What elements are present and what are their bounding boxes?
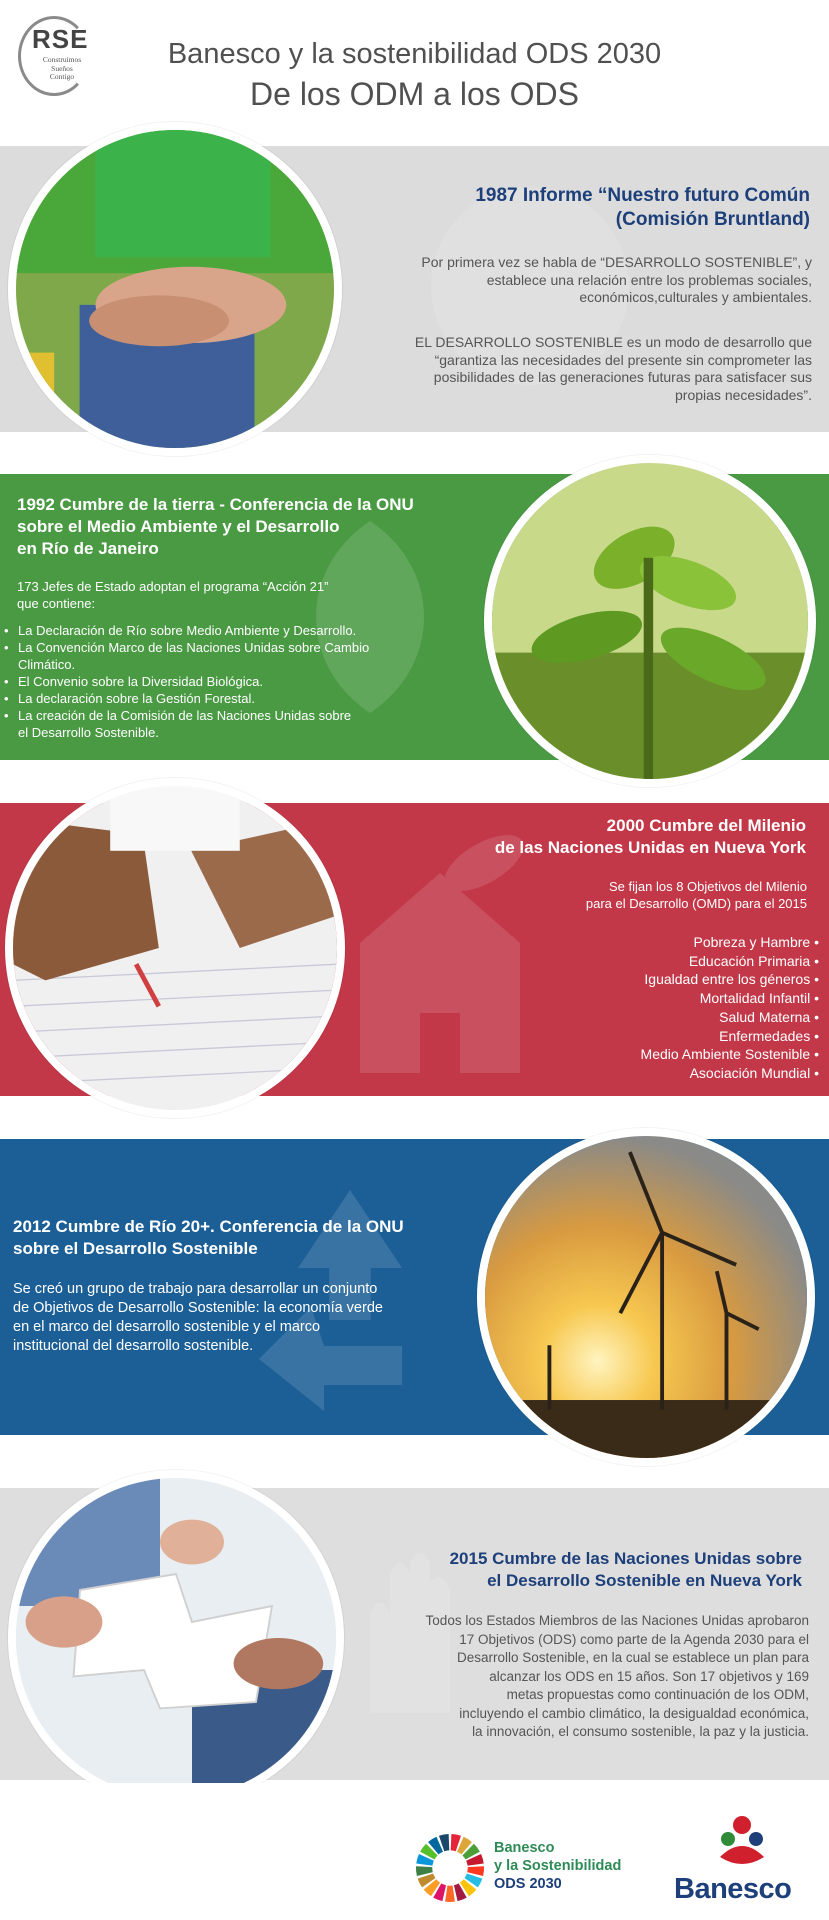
section-2015-title-line2: el Desarrollo Sostenible en Nueva York bbox=[487, 1571, 802, 1590]
list-item bbox=[4, 639, 444, 673]
puzzle-hands-image bbox=[16, 1478, 336, 1798]
text-line: • El Convenio sobre la Diversidad Biológica. bbox=[18, 674, 263, 689]
hands-together-photo bbox=[8, 122, 342, 456]
text-line: Todos los Estados Miembros de las Naciones Unidas aprobaron bbox=[425, 1613, 809, 1628]
section-1992-title-line2: sobre el Medio Ambiente y el Desarrollo bbox=[17, 517, 340, 536]
house-watermark-icon bbox=[340, 823, 540, 1083]
section-1987-title-line1: 1987 Informe “Nuestro futuro Común bbox=[475, 185, 810, 206]
banesco-logo-mark-icon bbox=[712, 1813, 772, 1873]
list-item bbox=[4, 673, 444, 690]
plant-image bbox=[492, 463, 808, 779]
text-line: Desarrollo Sostenible, en la cual se establece un plan para bbox=[457, 1650, 809, 1665]
banesco-logo-text: Banesco bbox=[674, 1873, 792, 1905]
section-1992-title-line1: 1992 Cumbre de la tierra - Conferencia de la ONU bbox=[17, 495, 414, 514]
list-item bbox=[4, 707, 444, 741]
plant-photo bbox=[484, 455, 816, 787]
text-line: Por primera vez se habla de “DESARROLLO SOSTENIBLE”, y bbox=[421, 254, 812, 270]
text-line: alcanzar los ODS en 15 años. Son 17 objetivos y 169 bbox=[489, 1668, 809, 1684]
text-line: • La Declaración de Río sobre Medio Ambiente y Desarrollo. bbox=[18, 623, 357, 638]
list-item: Salud Materna • bbox=[641, 1008, 819, 1027]
text-line: Se fijan los 8 Objetivos del Milenio bbox=[609, 879, 807, 894]
section-2012-title-line2: sobre el Desarrollo Sostenible bbox=[13, 1239, 258, 1258]
section-2000-title-line2: de las Naciones Unidas en Nueva York bbox=[494, 838, 806, 857]
text-line: • La creación de la Comisión de las Naciones Unidas sobre bbox=[18, 708, 352, 723]
section-2015-title bbox=[450, 1548, 802, 1592]
text-line: EL DESARROLLO SOSTENIBLE es un modo de desarrollo que bbox=[414, 334, 812, 350]
sdg-brand-line1: Banesco bbox=[494, 1840, 555, 1856]
section-2000-intro bbox=[586, 878, 807, 912]
section-1987-paragraph2 bbox=[415, 334, 812, 404]
page-title: Banesco y la sostenibilidad ODS 2030 bbox=[167, 38, 662, 70]
list-item: Igualdad entre los géneros • bbox=[641, 970, 819, 989]
list-item: Enfermedades • bbox=[641, 1027, 819, 1046]
text-line: “garantiza las necesidades del presente sin comprometer las bbox=[434, 351, 812, 368]
text-line: establece una relación entre los problemas sociales, bbox=[486, 271, 812, 288]
sdg-brand-line3: ODS 2030 bbox=[494, 1876, 562, 1892]
text-line: 17 Objetivos (ODS) como parte de la Agenda 2030 para el bbox=[459, 1631, 809, 1647]
child-drawing-image bbox=[13, 786, 337, 1110]
text-line: que contiene: bbox=[17, 596, 96, 611]
text-line: el Desarrollo Sostenible. bbox=[18, 725, 159, 740]
text-line: • La declaración sobre la Gestión Forestal. bbox=[18, 691, 256, 706]
header bbox=[0, 0, 829, 146]
section-1992-title bbox=[17, 494, 414, 560]
page-subtitle: De los ODM a los ODS bbox=[250, 76, 579, 112]
text-line: metas propuestas como continuación de los ODM, bbox=[506, 1687, 809, 1702]
section-2000-goals bbox=[641, 933, 819, 1083]
section-2012-title-line1: 2012 Cumbre de Río 20+. Conferencia de la ONU bbox=[13, 1217, 404, 1236]
section-2012-title bbox=[13, 1216, 404, 1260]
text-line: para el Desarrollo (OMD) para el 2015 bbox=[585, 896, 807, 911]
list-item: Mortalidad Infantil • bbox=[641, 989, 819, 1008]
text-line: posibilidades de las generaciones futuras para satisfacer sus bbox=[433, 369, 812, 385]
footer bbox=[0, 1783, 829, 1920]
text-line: • La Convención Marco de las Naciones Unidas sobre Cambio bbox=[18, 640, 370, 655]
banesco-logo bbox=[672, 1813, 812, 1913]
child-drawing-photo bbox=[5, 778, 345, 1118]
text-line: de Objetivos de Desarrollo Sostenible: la economía verde bbox=[13, 1300, 383, 1316]
text-line: 173 Jefes de Estado adoptan el programa “Acción 21” bbox=[17, 579, 329, 594]
sdg-wheel-icon bbox=[413, 1831, 487, 1905]
text-line: incluyendo el cambio climático, la desigualdad económica, bbox=[459, 1705, 809, 1721]
section-1987-paragraph1 bbox=[421, 254, 812, 307]
list-item bbox=[4, 622, 444, 639]
list-item: Medio Ambiente Sostenible • bbox=[641, 1045, 819, 1064]
rse-tagline-line3: Contigo bbox=[49, 72, 75, 81]
section-2000-title bbox=[495, 815, 806, 859]
section-2000-title-line1: 2000 Cumbre del Milenio bbox=[606, 816, 806, 835]
list-item: Pobreza y Hambre • bbox=[641, 933, 819, 952]
text-line: la innovación, el consumo sostenible, la paz y la justicia. bbox=[472, 1724, 809, 1739]
hands-together-image bbox=[16, 130, 334, 448]
text-line: en el marco del desarrollo sostenible y el marco bbox=[13, 1319, 321, 1335]
section-1992-intro bbox=[17, 578, 328, 612]
wind-turbines-photo bbox=[477, 1128, 815, 1466]
section-1987-title-line2: (Comisión Bruntland) bbox=[615, 209, 810, 230]
text-line: institucional del desarrollo sostenible. bbox=[13, 1338, 254, 1354]
section-1992-list bbox=[4, 622, 444, 741]
sdg-brand-text bbox=[494, 1839, 621, 1893]
section-2015-title-line1: 2015 Cumbre de las Naciones Unidas sobre bbox=[449, 1549, 802, 1568]
list-item: Asociación Mundial • bbox=[641, 1064, 819, 1083]
text-line: económicos,culturales y ambientales. bbox=[579, 289, 812, 305]
sdg-brand-line2: y la Sostenibilidad bbox=[494, 1858, 622, 1874]
text-line: Climático. bbox=[18, 657, 76, 672]
list-item: Educación Primaria • bbox=[641, 952, 819, 971]
list-item bbox=[4, 690, 444, 707]
section-1992-title-line3: en Río de Janeiro bbox=[17, 539, 159, 558]
section-2015-paragraph bbox=[426, 1612, 809, 1742]
rse-logo-text: RSE bbox=[32, 24, 89, 54]
text-line: propias necesidades”. bbox=[675, 386, 812, 403]
section-2012-paragraph bbox=[13, 1280, 383, 1356]
text-line: Se creó un grupo de trabajo para desarrollar un conjunto bbox=[13, 1281, 378, 1297]
puzzle-hands-photo bbox=[8, 1470, 344, 1806]
wind-turbines-image bbox=[485, 1136, 807, 1458]
section-1987-title bbox=[475, 184, 810, 232]
rse-tagline-line1: Construimos bbox=[42, 55, 82, 64]
rse-tagline-line2: Sueños bbox=[51, 63, 73, 73]
